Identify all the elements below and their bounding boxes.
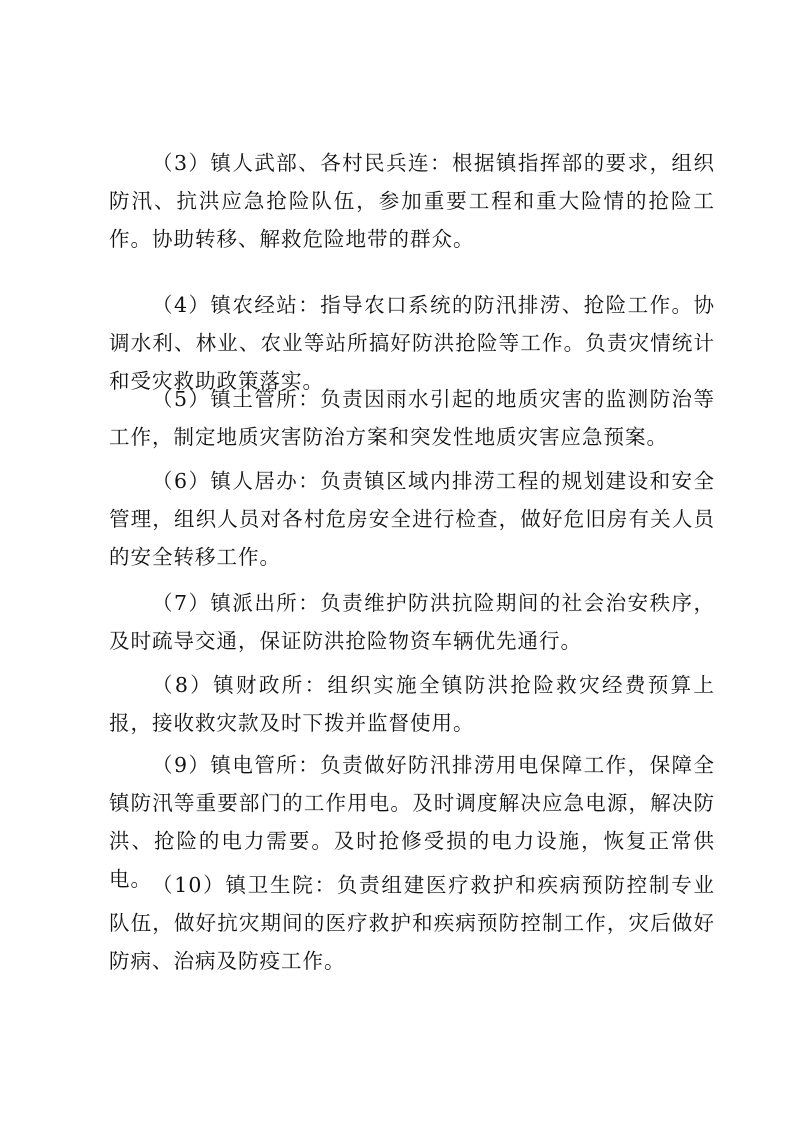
paragraph-land-management: （5）镇土管所：负责因雨水引起的地质灾害的监测防治等工作，制定地质灾害防治方案和突发性地质灾害应急预案。 <box>109 387 715 449</box>
paragraph-residential-office: （6）镇人居办：负责镇区域内排涝工程的规划建设和安全管理，组织人员对各村危房安全进行检查，做好危旧房有关人员的安全转移工作。 <box>109 469 715 569</box>
paragraph-police-station: （7）镇派出所：负责维护防洪抗险期间的社会治安秩序，及时疏导交通，保证防洪抢险物资车辆优先通行。 <box>109 591 715 653</box>
paragraph-health-center: （10）镇卫生院：负责组建医疗救护和疾病预防控制专业队伍，做好抗灾期间的医疗救护和疾病预防控制工作，灾后做好防病、治病及防疫工作。 <box>109 873 715 973</box>
paragraph-agricultural-station: （4）镇农经站：指导农口系统的防汛排涝、抢险工作。协调水利、林业、农业等站所搞好防洪抢险等工作。负责灾情统计和受灾救助政策落实。 <box>109 293 715 393</box>
paragraph-town-armed-forces: （3）镇人武部、各村民兵连：根据镇指挥部的要求，组织防汛、抗洪应急抢险队伍，参加重要工程和重大险情的抢险工作。协助转移、解救危险地带的群众。 <box>109 151 715 251</box>
paragraph-finance-office: （8）镇财政所：组织实施全镇防洪抢险救灾经费预算上报，接收救灾款及时下拨并监督使用。 <box>109 673 715 735</box>
paragraph-power-management: （9）镇电管所：负责做好防汛排涝用电保障工作，保障全镇防汛等重要部门的工作用电。及时调度解决应急电源，解决防洪、抢险的电力需要。及时抢修受损的电力设施，恢复正常供电。 <box>109 753 715 891</box>
